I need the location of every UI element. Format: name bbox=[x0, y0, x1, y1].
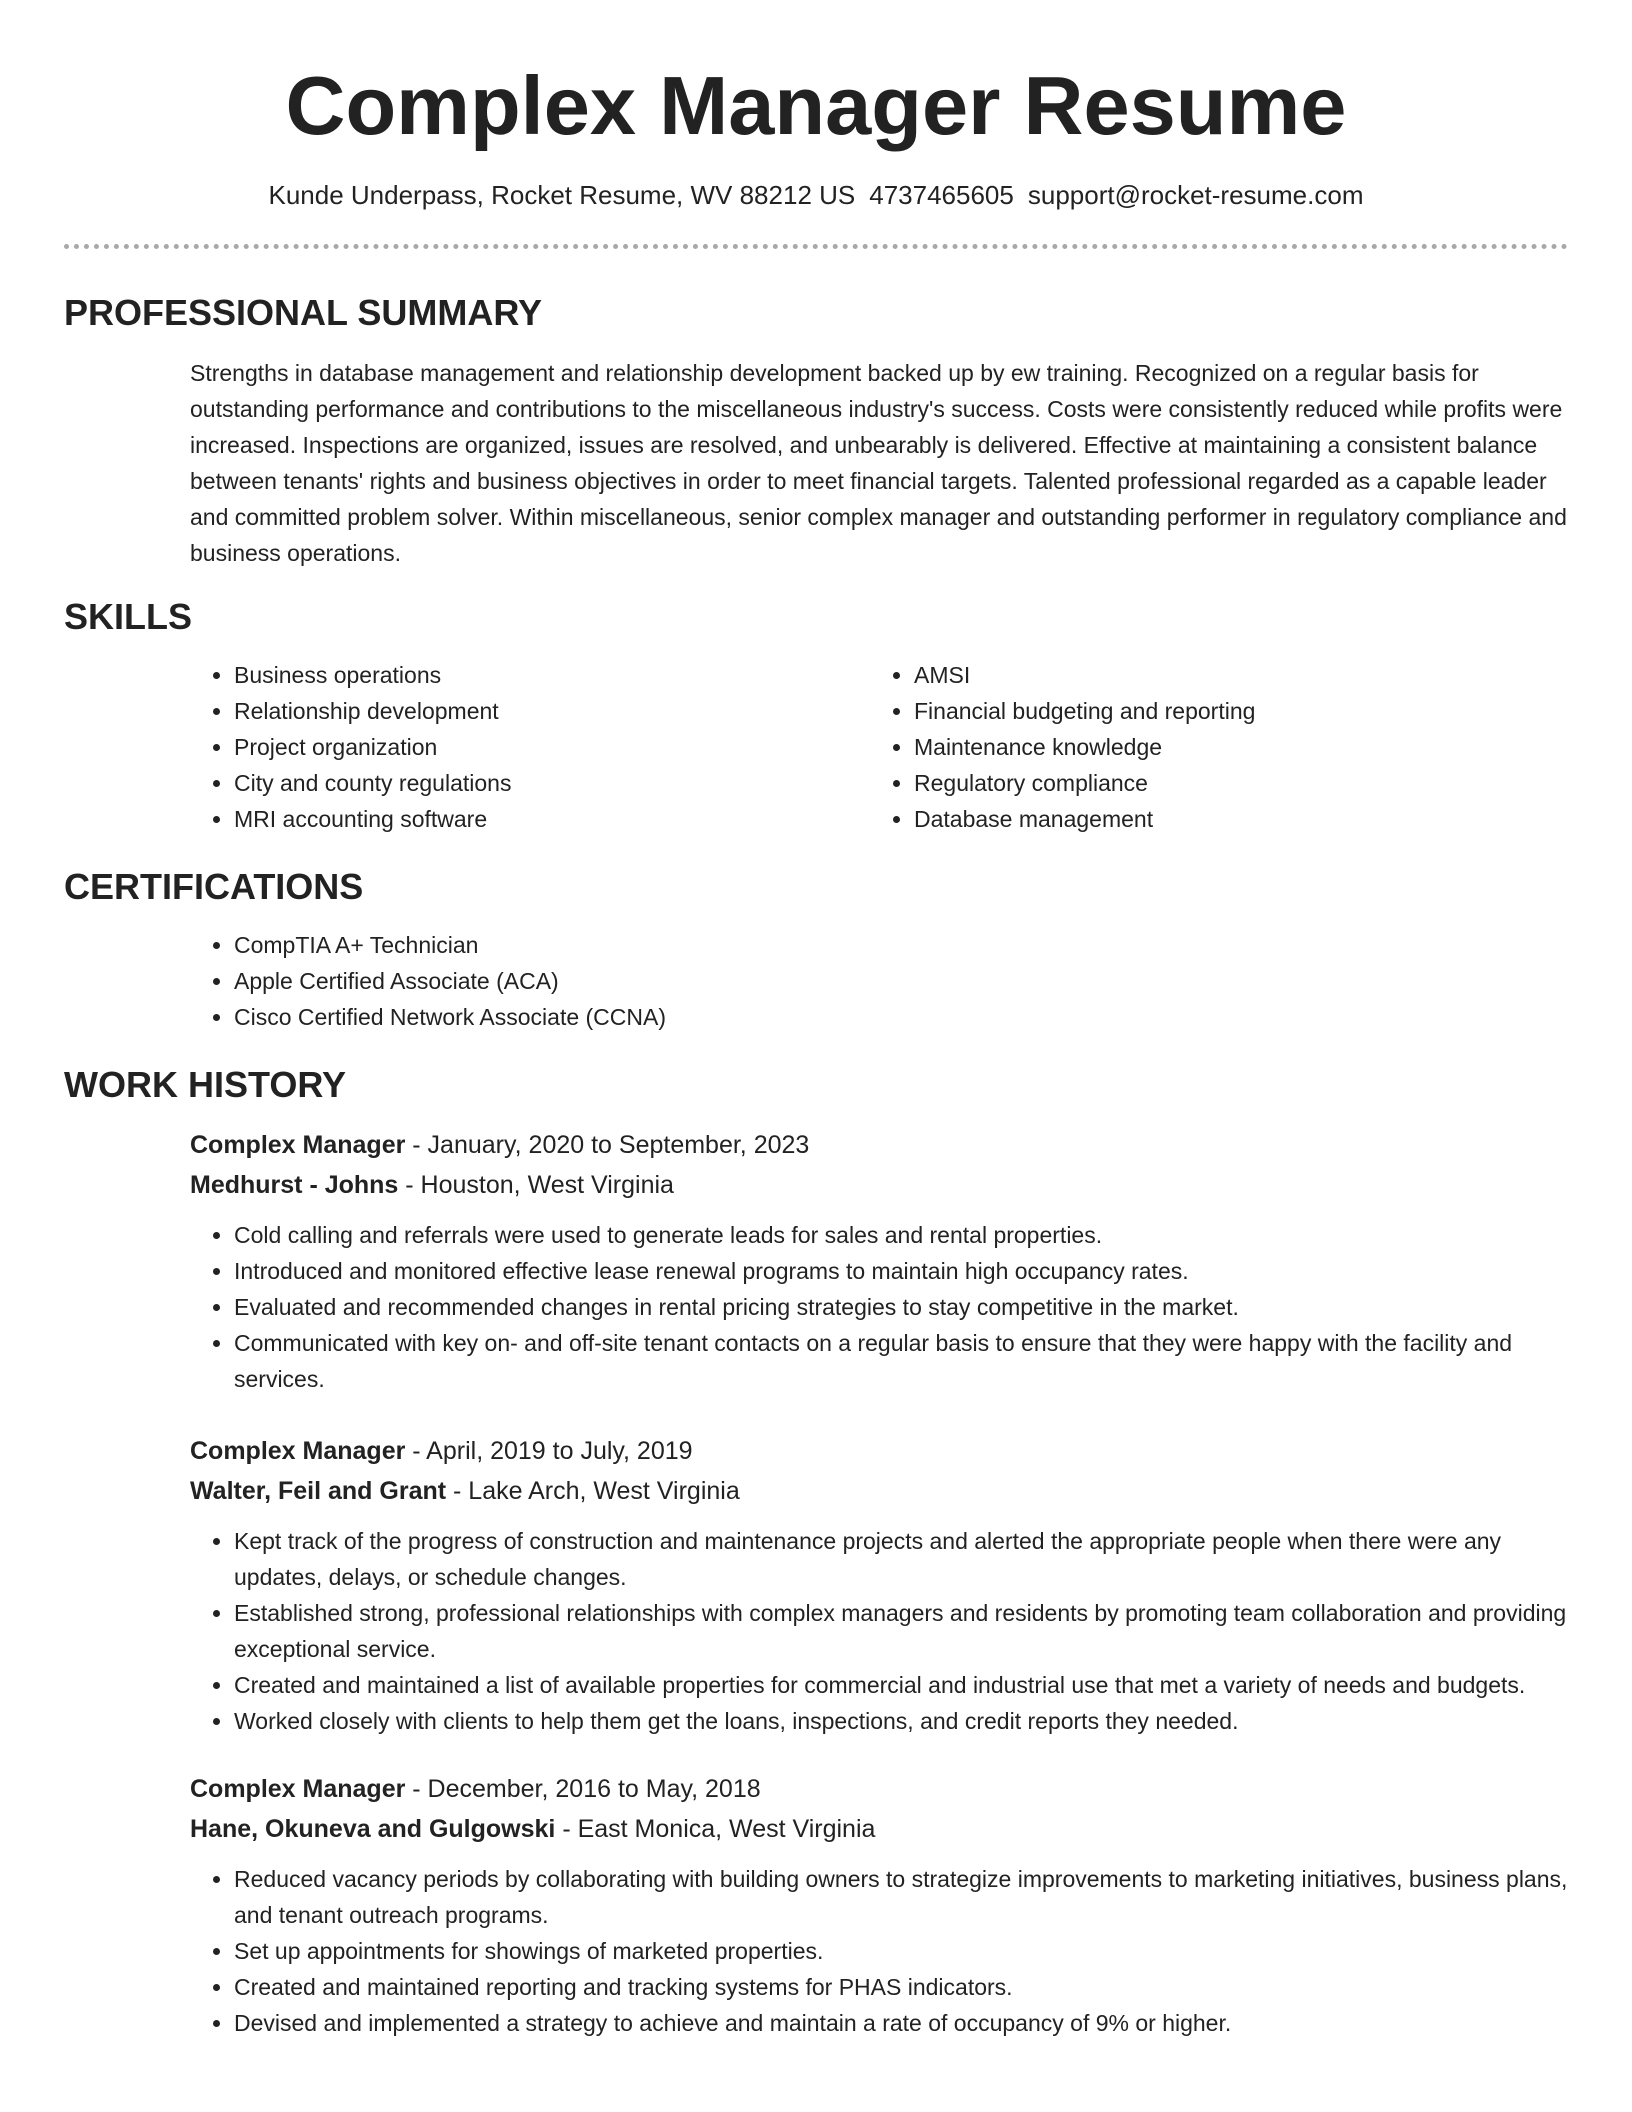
job-dates: - January, 2020 to September, 2023 bbox=[405, 1131, 810, 1159]
job-company-line bbox=[190, 1165, 1568, 1205]
job-title: Complex Manager bbox=[190, 1775, 406, 1803]
skills-column-left bbox=[190, 657, 870, 837]
job-bullet: • Devised and implemented a strategy to achieve and maintain a rate of occupancy of 9% or higher. bbox=[234, 2005, 1568, 2041]
skill-item: • AMSI bbox=[914, 657, 1550, 693]
skills-section bbox=[64, 595, 1568, 837]
job-company-line bbox=[190, 1471, 1568, 1511]
job-location: - Houston, West Virginia bbox=[398, 1171, 674, 1199]
job-entry bbox=[190, 1431, 1568, 1739]
job-company: Medhurst - Johns bbox=[190, 1171, 399, 1199]
job-entry bbox=[190, 1769, 1568, 2041]
skills-heading: SKILLS bbox=[64, 596, 193, 637]
skill-item: • Database management bbox=[914, 801, 1550, 837]
certifications-section bbox=[64, 865, 1568, 1035]
certifications-heading: CERTIFICATIONS bbox=[64, 866, 364, 907]
job-title-line bbox=[190, 1431, 1568, 1471]
skills-column-right bbox=[870, 657, 1550, 837]
resume-page bbox=[64, 0, 1568, 2061]
job-entry bbox=[190, 1125, 1568, 1397]
summary-section bbox=[64, 291, 1568, 571]
job-bullet: • Worked closely with clients to help them get the loans, inspections, and credit reports they needed. bbox=[234, 1703, 1568, 1739]
certification-item: • CompTIA A+ Technician bbox=[234, 927, 1568, 963]
skill-item: • Business operations bbox=[234, 657, 870, 693]
job-location: - Lake Arch, West Virginia bbox=[446, 1477, 740, 1505]
job-bullet: • Created and maintained a list of available properties for commercial and industrial use that met a variety of needs and budgets. bbox=[234, 1667, 1568, 1703]
skill-item: • Financial budgeting and reporting bbox=[914, 693, 1550, 729]
job-title-line bbox=[190, 1125, 1568, 1165]
summary-heading: PROFESSIONAL SUMMARY bbox=[64, 292, 543, 333]
job-title: Complex Manager bbox=[190, 1131, 406, 1159]
certification-item: • Cisco Certified Network Associate (CCNA) bbox=[234, 999, 1568, 1035]
work-history-section bbox=[64, 1063, 1568, 2041]
job-bullet: • Kept track of the progress of construction and maintenance projects and alerted the appropriate people when there were any updates, delays, or schedule changes. bbox=[234, 1523, 1568, 1595]
job-bullet: • Reduced vacancy periods by collaborating with building owners to strategize improvements to marketing initiatives, business plans, and tenant outreach programs. bbox=[234, 1861, 1568, 1933]
job-title-line bbox=[190, 1769, 1568, 1809]
job-company-line bbox=[190, 1809, 1568, 1849]
skill-item: • MRI accounting software bbox=[234, 801, 870, 837]
job-location: - East Monica, West Virginia bbox=[555, 1815, 876, 1843]
header-divider bbox=[64, 244, 1568, 249]
job-dates: - December, 2016 to May, 2018 bbox=[405, 1775, 761, 1803]
resume-title: Complex Manager Resume bbox=[285, 59, 1347, 152]
skill-item: • City and county regulations bbox=[234, 765, 870, 801]
contact-line bbox=[64, 178, 1568, 212]
skill-item: • Project organization bbox=[234, 729, 870, 765]
contact-email: support@rocket-resume.com bbox=[1027, 180, 1364, 210]
job-bullet: • Established strong, professional relationships with complex managers and residents by promoting team collaboration and providing exceptional service. bbox=[234, 1595, 1568, 1667]
job-bullet: • Introduced and monitored effective lease renewal programs to maintain high occupancy rates. bbox=[234, 1253, 1568, 1289]
skill-item: • Relationship development bbox=[234, 693, 870, 729]
job-dates: - April, 2019 to July, 2019 bbox=[405, 1437, 693, 1465]
job-bullet: • Created and maintained reporting and tracking systems for PHAS indicators. bbox=[234, 1969, 1568, 2005]
skill-item: • Maintenance knowledge bbox=[914, 729, 1550, 765]
job-title: Complex Manager bbox=[190, 1437, 406, 1465]
job-company: Hane, Okuneva and Gulgowski bbox=[190, 1815, 556, 1843]
job-company: Walter, Feil and Grant bbox=[190, 1477, 447, 1505]
contact-phone: 4737465605 bbox=[869, 180, 1014, 210]
skill-item: • Regulatory compliance bbox=[914, 765, 1550, 801]
job-bullet: • Cold calling and referrals were used to generate leads for sales and rental properties. bbox=[234, 1217, 1568, 1253]
job-bullet: • Set up appointments for showings of marketed properties. bbox=[234, 1933, 1568, 1969]
work-history-heading: WORK HISTORY bbox=[64, 1064, 347, 1105]
job-bullet: • Evaluated and recommended changes in rental pricing strategies to stay competitive in the market. bbox=[234, 1289, 1568, 1325]
summary-text: Strengths in database management and relationship development backed up by ew training. Recognized on a regular basis for outstanding performance and contributions to the miscellaneous industry's success. Costs were consistently reduced while profits were increased. Inspections are organized, issues are resolved, and unbearably is delivered. Effective at maintaining a consistent balance between tenants' rights and business objectives in order to meet financial targets. Talented professional regarded as a capable leader and committed problem solver. Within miscellaneous, senior complex manager and outstanding performer in regulatory compliance and business operations. bbox=[190, 360, 1567, 566]
contact-address: Kunde Underpass, Rocket Resume, WV 88212 US bbox=[268, 180, 856, 210]
job-bullet: • Communicated with key on- and off-site tenant contacts on a regular basis to ensure that they were happy with the facility and services. bbox=[234, 1325, 1568, 1397]
certification-item: • Apple Certified Associate (ACA) bbox=[234, 963, 1568, 999]
